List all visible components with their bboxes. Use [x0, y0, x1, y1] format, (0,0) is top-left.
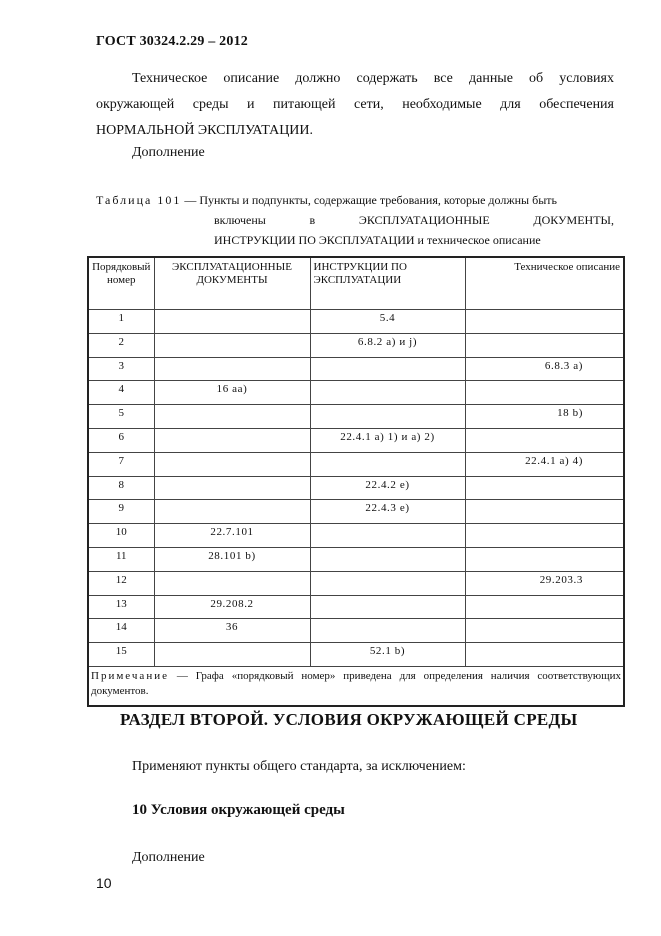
note-label: Примечание: [91, 669, 169, 682]
table-row: [88, 547, 624, 571]
cell-number: 7: [88, 452, 154, 476]
cell-number: 3: [88, 357, 154, 381]
cell-instructions: 22.4.2 e): [310, 476, 465, 500]
cell-number: 5: [88, 405, 154, 429]
cell-docs: 16 aa): [154, 381, 310, 405]
cell-number: 14: [88, 619, 154, 643]
cell-docs: [154, 357, 310, 381]
cell-tech: 18 b): [465, 405, 624, 429]
apply-text: Применяют пункты общего стандарта, за исключением:: [132, 759, 466, 774]
cell-number: 9: [88, 500, 154, 524]
table-header-row: [88, 257, 624, 310]
section-title: РАЗДЕЛ ВТОРОЙ. УСЛОВИЯ ОКРУЖАЮЩЕЙ СРЕДЫ: [120, 710, 578, 729]
cell-instructions: 5.4: [310, 310, 465, 334]
cell-number: 13: [88, 595, 154, 619]
cell-number: 8: [88, 476, 154, 500]
cell-number: 2: [88, 333, 154, 357]
cell-number: 1: [88, 310, 154, 334]
cell-instructions: [310, 357, 465, 381]
table-row: [88, 524, 624, 548]
cell-number: 15: [88, 643, 154, 667]
cell-tech: [465, 595, 624, 619]
table-row: [88, 643, 624, 667]
note-text: — Графа «порядковый номер» приведена для определения наличия соответствующих документов.: [91, 669, 621, 697]
cell-instructions: [310, 619, 465, 643]
cell-instructions: [310, 595, 465, 619]
cell-number: 11: [88, 547, 154, 571]
cell-docs: [154, 476, 310, 500]
subsection-title: 10 Условия окружающей среды: [132, 802, 345, 818]
table-note-row: [88, 666, 624, 706]
intro-line-3: НОРМАЛЬНОЙ ЭКСПЛУАТАЦИИ.: [96, 123, 314, 138]
cell-tech: 22.4.1 a) 4): [465, 452, 624, 476]
cell-instructions: 22.4.3 e): [310, 500, 465, 524]
cell-docs: [154, 428, 310, 452]
page-number: 10: [96, 875, 112, 891]
table-row: [88, 500, 624, 524]
table-row: [88, 381, 624, 405]
cell-instructions: [310, 452, 465, 476]
cell-tech: 29.203.3: [465, 571, 624, 595]
document-header: ГОСТ 30324.2.29 – 2012: [96, 34, 248, 49]
cell-number: 4: [88, 381, 154, 405]
table-caption-line-1: Пункты и подпункты, содержащие требования, которые должны быть: [199, 193, 557, 207]
cell-number: 12: [88, 571, 154, 595]
cell-instructions: [310, 381, 465, 405]
header-instructions: ИНСТРУКЦИИ ПО ЭКСПЛУАТАЦИИ: [310, 257, 465, 310]
cell-docs: 22.7.101: [154, 524, 310, 548]
table-row: [88, 333, 624, 357]
cell-instructions: [310, 571, 465, 595]
cell-tech: [465, 381, 624, 405]
cell-tech: [465, 643, 624, 667]
cell-tech: [465, 524, 624, 548]
table-caption: [96, 190, 614, 250]
cell-tech: [465, 500, 624, 524]
table-note: [88, 666, 624, 706]
cell-tech: [465, 547, 624, 571]
cell-docs: [154, 333, 310, 357]
addition-label-1: Дополнение: [132, 145, 205, 160]
table-caption-line-2: включены в ЭКСПЛУАТАЦИОННЫЕ ДОКУМЕНТЫ,: [214, 213, 614, 227]
cell-number: 10: [88, 524, 154, 548]
intro-line-2: окружающей среды и питающей сети, необходимые для обеспечения: [96, 97, 614, 112]
cell-tech: [465, 476, 624, 500]
header-number: Порядковый номер: [88, 257, 154, 310]
cell-instructions: [310, 524, 465, 548]
cell-tech: [465, 333, 624, 357]
cell-docs: [154, 571, 310, 595]
cell-docs: [154, 405, 310, 429]
cell-docs: [154, 452, 310, 476]
intro-paragraph: [96, 66, 614, 144]
table-row: [88, 476, 624, 500]
cell-instructions: [310, 547, 465, 571]
table-row: [88, 405, 624, 429]
table-row: [88, 452, 624, 476]
cell-docs: 29.208.2: [154, 595, 310, 619]
table-row: [88, 619, 624, 643]
cell-tech: [465, 310, 624, 334]
addition-label-2: Дополнение: [132, 850, 205, 865]
cell-docs: 36: [154, 619, 310, 643]
table-caption-dash: —: [181, 193, 200, 207]
table-row: [88, 571, 624, 595]
table-row: [88, 428, 624, 452]
cell-instructions: 22.4.1 a) 1) и a) 2): [310, 428, 465, 452]
cell-instructions: 6.8.2 a) и j): [310, 333, 465, 357]
table-row: [88, 357, 624, 381]
header-tech: Техническое описание: [465, 257, 624, 310]
requirements-table: [87, 256, 625, 707]
cell-instructions: 52.1 b): [310, 643, 465, 667]
cell-instructions: [310, 405, 465, 429]
table-caption-line-3: ИНСТРУКЦИИ ПО ЭКСПЛУАТАЦИИ и техническое описание: [214, 233, 541, 247]
cell-tech: 6.8.3 a): [465, 357, 624, 381]
cell-docs: 28.101 b): [154, 547, 310, 571]
table-caption-label: Таблица 101: [96, 193, 182, 207]
cell-docs: [154, 310, 310, 334]
header-docs: ЭКСПЛУАТАЦИОННЫЕ ДОКУМЕНТЫ: [154, 257, 310, 310]
cell-number: 6: [88, 428, 154, 452]
intro-line-1: Техническое описание должно содержать все данные об условиях: [132, 71, 614, 86]
table-row: [88, 595, 624, 619]
cell-tech: [465, 619, 624, 643]
cell-docs: [154, 500, 310, 524]
table-row: [88, 310, 624, 334]
cell-tech: [465, 428, 624, 452]
cell-docs: [154, 643, 310, 667]
table-body: [88, 310, 624, 667]
